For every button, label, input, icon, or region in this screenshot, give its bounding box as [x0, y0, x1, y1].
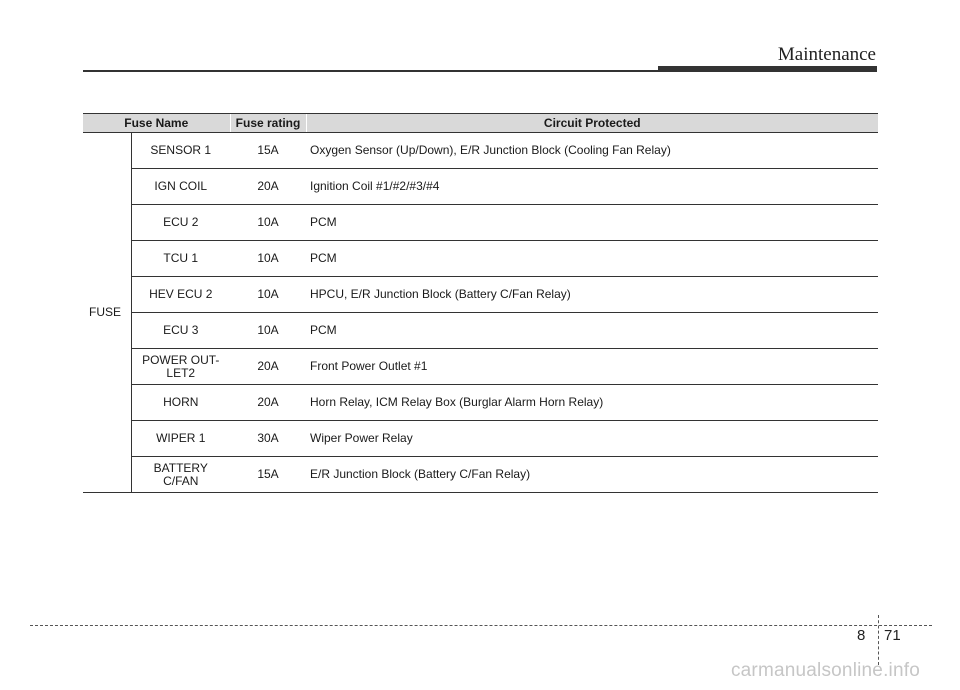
header-rule-thin	[83, 70, 660, 72]
fuse-name-cell: POWER OUT- LET2	[131, 349, 230, 385]
table-row	[83, 205, 878, 241]
circuit-protected-cell: E/R Junction Block (Battery C/Fan Relay)	[306, 457, 878, 493]
fuse-name-cell: IGN COIL	[131, 169, 230, 205]
fuse-rating-cell: 10A	[230, 241, 306, 277]
circuit-protected-cell: PCM	[306, 205, 878, 241]
table-row	[83, 133, 878, 169]
fuse-table-container	[83, 113, 878, 493]
page-number: 71	[884, 627, 901, 644]
fuse-rating-cell: 10A	[230, 313, 306, 349]
chapter-number: 8	[857, 627, 866, 644]
fuse-name-cell: HORN	[131, 385, 230, 421]
fuse-name-cell: HEV ECU 2	[131, 277, 230, 313]
table-row	[83, 241, 878, 277]
fuse-name-cell: BATTERY C/FAN	[131, 457, 230, 493]
fuse-name-cell: TCU 1	[131, 241, 230, 277]
footer-rule	[30, 625, 932, 626]
table-row	[83, 277, 878, 313]
table-row	[83, 385, 878, 421]
circuit-protected-cell: Oxygen Sensor (Up/Down), E/R Junction Block (Cooling Fan Relay)	[306, 133, 878, 169]
header-rule-thick	[658, 66, 877, 72]
circuit-protected-cell: Horn Relay, ICM Relay Box (Burglar Alarm Horn Relay)	[306, 385, 878, 421]
circuit-protected-cell: Wiper Power Relay	[306, 421, 878, 457]
fuse-name-cell: SENSOR 1	[131, 133, 230, 169]
fuse-rating-cell: 30A	[230, 421, 306, 457]
circuit-protected-cell: Ignition Coil #1/#2/#3/#4	[306, 169, 878, 205]
fuse-rating-cell: 15A	[230, 457, 306, 493]
page-section-title: Maintenance	[777, 44, 876, 65]
circuit-protected-cell: HPCU, E/R Junction Block (Battery C/Fan Relay)	[306, 277, 878, 313]
fuse-table	[83, 113, 878, 493]
table-row	[83, 421, 878, 457]
fuse-rating-cell: 10A	[230, 277, 306, 313]
fuse-rating-cell: 20A	[230, 169, 306, 205]
column-header-fuse-name: Fuse Name	[83, 114, 230, 133]
circuit-protected-cell: PCM	[306, 313, 878, 349]
circuit-protected-cell: PCM	[306, 241, 878, 277]
fuse-rating-cell: 15A	[230, 133, 306, 169]
circuit-protected-cell: Front Power Outlet #1	[306, 349, 878, 385]
table-row	[83, 349, 878, 385]
table-row	[83, 313, 878, 349]
table-row	[83, 457, 878, 493]
fuse-rating-cell: 20A	[230, 385, 306, 421]
fuse-group-label: FUSE	[83, 133, 131, 493]
fuse-rating-cell: 20A	[230, 349, 306, 385]
fuse-rating-cell: 10A	[230, 205, 306, 241]
table-header-row	[83, 114, 878, 133]
table-row	[83, 169, 878, 205]
column-header-circuit-protected: Circuit Protected	[306, 114, 878, 133]
fuse-name-cell: WIPER 1	[131, 421, 230, 457]
fuse-name-cell: ECU 3	[131, 313, 230, 349]
watermark: carmanualsonline.info	[730, 660, 920, 681]
fuse-name-cell: ECU 2	[131, 205, 230, 241]
column-header-fuse-rating: Fuse rating	[230, 114, 306, 133]
footer-divider	[878, 615, 879, 665]
table-body	[83, 133, 878, 493]
